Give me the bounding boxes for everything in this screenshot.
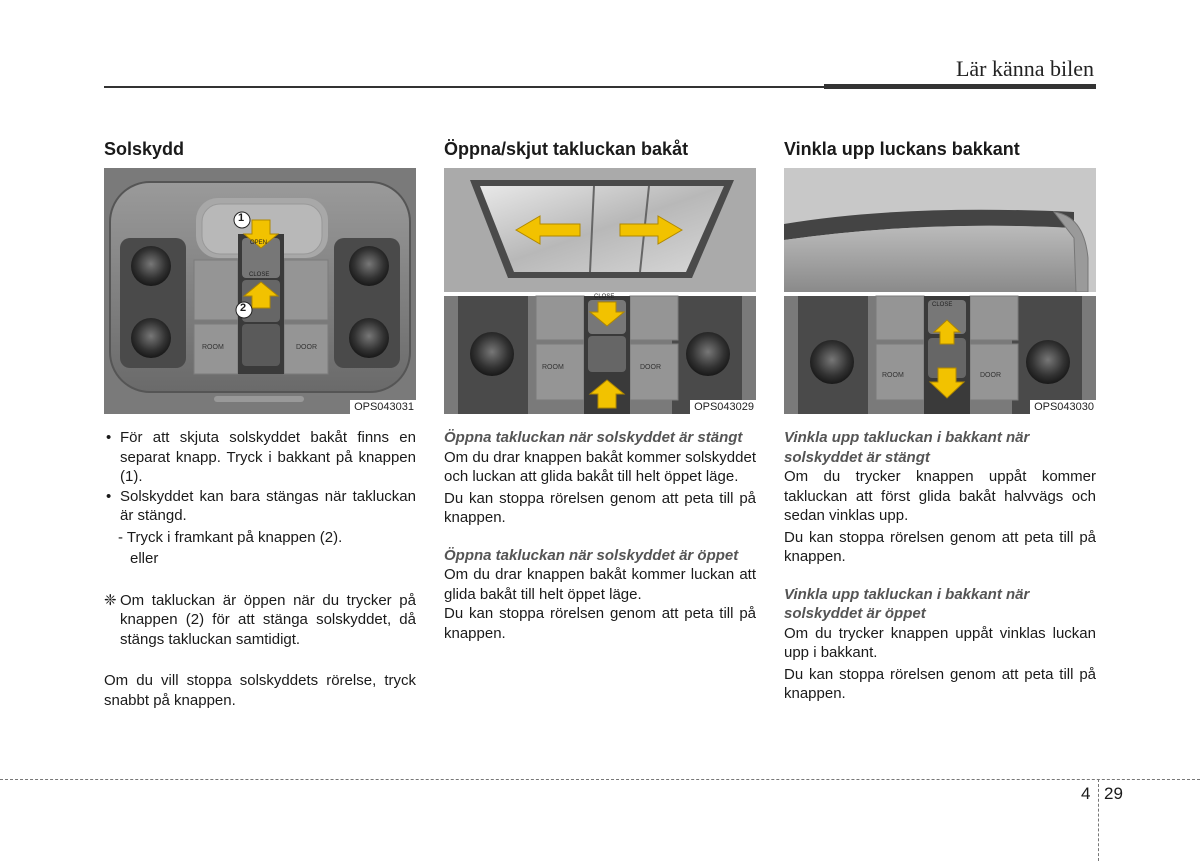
bullet-item: • För att skjuta solskyddet bakåt finns en separat knapp. Tryck i bakkant på knappen (1).: [104, 428, 416, 487]
figure-vinkla: [784, 168, 1096, 414]
paragraph: Du kan stoppa rörelsen genom att peta till på knappen.: [444, 605, 756, 642]
paragraph: Du kan stoppa rörelsen genom att peta till på knappen.: [784, 528, 1096, 565]
sub-item: - Tryck i framkant på knappen (2).: [118, 528, 343, 546]
sub-or: eller: [130, 550, 159, 567]
subheading: Vinkla upp takluckan i bakkant när solskyddet är öppet: [784, 585, 1030, 622]
page-number: 29: [1104, 784, 1123, 803]
figure-code: OPS043029: [690, 400, 756, 414]
header-rule-accent: [824, 84, 1096, 89]
footer-vertical-divider: [1098, 779, 1099, 861]
sunroof-tilt-illustration: [784, 168, 1096, 414]
note-text: Om takluckan är öppen när du trycker på knappen (2) för att stänga solskyddet, då stängs takluckan samtidigt.: [120, 591, 416, 648]
paragraph: Du kan stoppa rörelsen genom att peta till på knappen.: [444, 489, 756, 526]
sunroof-slide-illustration: [444, 168, 756, 414]
paragraph: Om du trycker knappen uppåt kommer takluckan att först glida bakåt halvvägs och sedan vinklas upp.: [784, 468, 1096, 524]
figure-oppna: [444, 168, 756, 414]
subheading: Öppna takluckan när solskyddet är stängt: [444, 429, 743, 446]
figure-code: OPS043031: [350, 400, 416, 414]
label-close: CLOSE: [594, 294, 615, 300]
label-close: CLOSE: [249, 272, 270, 278]
label-close: CLOSE: [932, 302, 953, 308]
page-header-title: Lär känna bilen: [955, 56, 1094, 81]
note: [104, 591, 416, 650]
column-vinkla: [784, 138, 1096, 704]
column-oppna: [444, 138, 756, 643]
section-heading: Vinkla upp luckans bakkant: [784, 139, 1020, 159]
paragraph: Du kan stoppa rörelsen genom att peta till på knappen.: [784, 665, 1096, 702]
column-solskydd: [104, 138, 416, 710]
footer-divider: [0, 779, 1200, 780]
note-symbol-icon: ❈: [104, 591, 117, 609]
paragraph: Om du drar knappen bakåt kommer luckan att glida bakåt till helt öppet läge.: [444, 566, 756, 603]
callout-1: 1: [238, 212, 245, 224]
label-room: ROOM: [542, 364, 564, 371]
bullet-item: • Solskyddet kan bara stängas när takluckan är stängd.: [104, 487, 416, 526]
figure-code: OPS043030: [1030, 400, 1096, 414]
label-door: DOOR: [980, 372, 1001, 379]
subheading: Vinkla upp takluckan i bakkant när solskyddet är stängt: [784, 429, 1030, 466]
label-door: DOOR: [296, 344, 317, 351]
label-room: ROOM: [202, 344, 224, 351]
subheading: Öppna takluckan när solskyddet är öppet: [444, 546, 739, 564]
callout-2: 2: [240, 302, 247, 314]
section-heading: Öppna/skjut takluckan bakåt: [444, 139, 689, 159]
closing-text: Om du vill stoppa solskyddets rörelse, tryck snabbt på knappen.: [104, 672, 416, 709]
paragraph: Om du drar knappen bakåt kommer solskyddet och luckan att glida bakåt till helt öppet läge.: [444, 448, 756, 485]
figure-solskydd: [104, 168, 416, 414]
section-heading: Solskydd: [104, 139, 185, 159]
label-room: ROOM: [882, 372, 904, 379]
overhead-console-illustration: [104, 168, 416, 414]
paragraph: Om du trycker knappen uppåt vinklas luckan upp i bakkant.: [784, 624, 1096, 661]
section-number: 4: [1081, 784, 1091, 803]
label-open: OPEN: [250, 240, 268, 246]
label-door: DOOR: [640, 364, 661, 371]
